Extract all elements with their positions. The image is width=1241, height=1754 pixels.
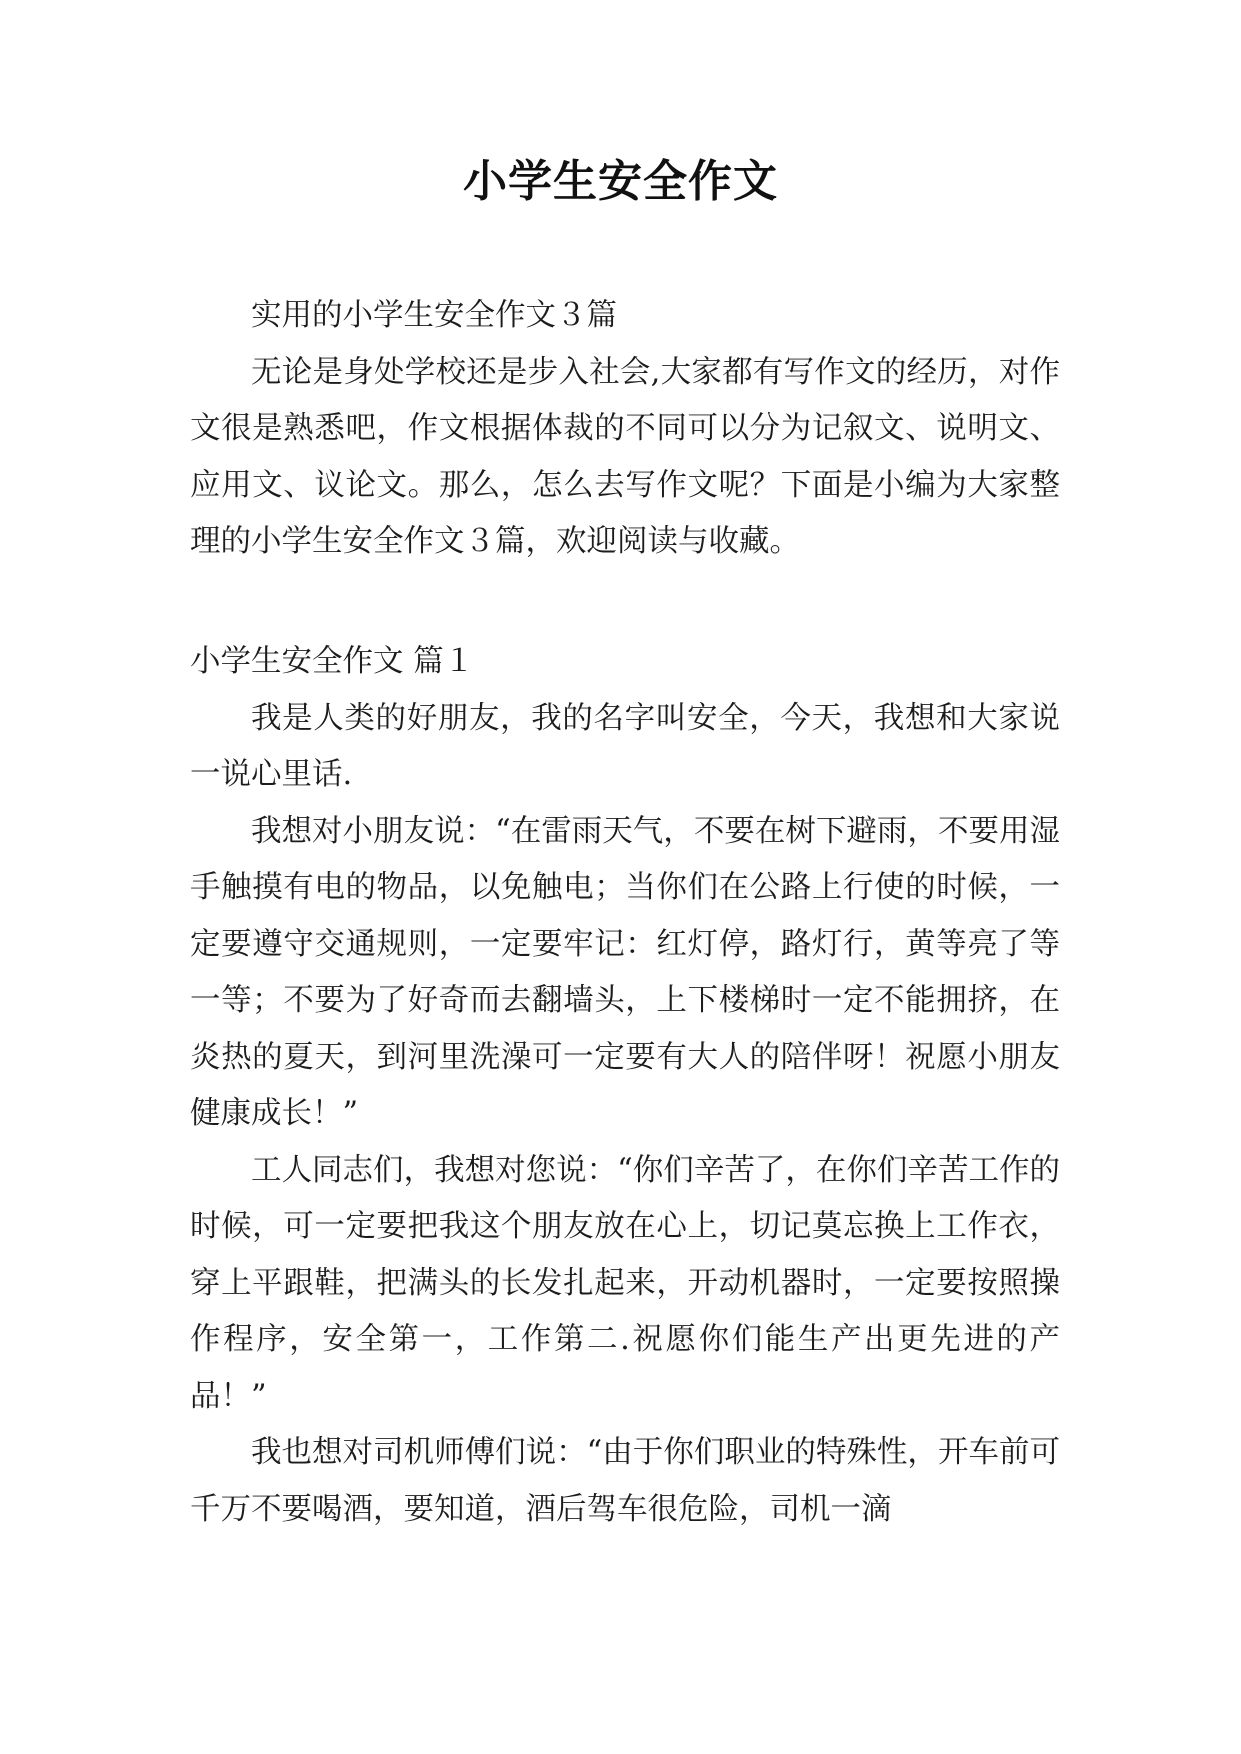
document-title: 小学生安全作文 [463,156,778,207]
section-1 [190,634,1060,1538]
section-1-paragraph-3: 工人同志们，我想对您说：“你们辛苦了，在你们辛苦工作的时候，可一定要把我这个朋友放在心上，切记莫忘换上工作衣，穿上平跟鞋，把满头的长发扎起来，开动机器时，一定要按照操作程序，安全第一，工作第二.祝愿你们能生产出更先进的产品！” [190,1152,1060,1414]
section-1-paragraph-2: 我想对小朋友说：“在雷雨天气，不要在树下避雨，不要用湿手触摸有电的物品，以免触电；当你们在公路上行使的时候，一定要遵守交通规则，一定要牢记：红灯停，路灯行，黄等亮了等一等；不要为了好奇而去翻墙头，上下楼梯时一定不能拥挤，在炎热的夏天，到河里洗澡可一定要有大人的陪伴呀！祝愿小朋友健康成长！” [190,813,1060,1131]
intro-subtitle: 实用的小学生安全作文３篇 [251,298,617,333]
intro-paragraph: 无论是身处学校还是步入社会,大家都有写作文的经历，对作文很是熟悉吧，作文根据体裁的不同可以分为记叙文、说明文、应用文、议论文。那么，怎么去写作文呢？下面是小编为大家整理的小学生安全作文３篇，欢迎阅读与收藏。 [190,354,1060,559]
intro-block [190,288,1060,571]
section-1-paragraph-4: 我也想对司机师傅们说：“由于你们职业的特殊性，开车前可千万不要喝酒，要知道，酒后驾车很危险，司机一滴 [190,1435,1060,1527]
section-1-heading: 小学生安全作文 篇１ [190,644,475,679]
section-1-paragraph-1: 我是人类的好朋友，我的名字叫安全，今天，我想和大家说一说心里话. [190,700,1060,792]
